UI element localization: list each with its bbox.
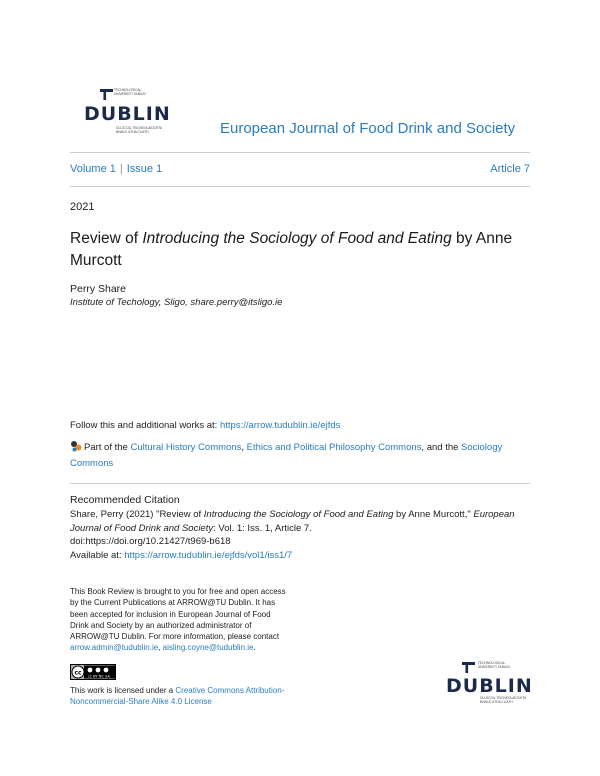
logo-small-line: BHAILE ÁTHA CLIATH: [116, 129, 149, 134]
logo-small-line: OLLSCOIL TEICNEOLAÍOCHTA: [480, 696, 527, 700]
divider: [70, 186, 530, 187]
logo-t-letter: T: [100, 88, 111, 104]
title-suffix: by Anne Murcott: [70, 230, 513, 269]
logo-small-line: UNIVERSITY DUBLIN: [478, 664, 510, 669]
author-affiliation: Institute of Techology, Sligo, share.perry@itsligo.ie: [70, 297, 283, 308]
sociology-link[interactable]: Sociology Commons: [70, 442, 503, 469]
citation-text: [70, 508, 530, 562]
ethics-link[interactable]: Ethics and Political Philosophy Commons: [246, 442, 422, 453]
follow-link[interactable]: https://arrow.tudublin.ie/ejfds: [219, 420, 341, 431]
recommended-citation-heading: Recommended Citation: [70, 494, 180, 506]
cc-license-badge[interactable]: [70, 664, 116, 680]
available-link[interactable]: https://arrow.tudublin.ie/ejfds/vol1/iss1/7: [124, 549, 293, 561]
logo-small-text-top: [478, 662, 510, 669]
divider: [70, 483, 530, 484]
logo-small-line: TECHNOLOGICAL: [114, 88, 142, 92]
article-link[interactable]: Article 7: [490, 163, 530, 175]
citation-doi: doi:https://doi.org/10.21427/t969-b618: [70, 536, 231, 547]
citation-prefix: Share, Perry (2021) "Review of: [70, 509, 204, 520]
comma: ,: [158, 643, 163, 653]
access-notice: [70, 586, 290, 654]
issue-separator: |: [119, 163, 123, 175]
notice-text: This Book Review is brought to you for free and open access by the Current Publications at ARROW@TU Dublin. It has been accepted for inclusion in European Journal of Food Drink and Society by an authorized administrator of ARROW@TU Dublin. For more information, please contact: [70, 587, 286, 642]
contact-email-1[interactable]: arrow.admin@tudublin.ie: [70, 643, 159, 653]
follow-line: [70, 420, 340, 431]
title-prefix: Review of: [70, 230, 143, 247]
commons-network-icon: [70, 440, 82, 452]
cultural-history-link[interactable]: Cultural History Commons: [130, 442, 242, 453]
and-text: , and the: [421, 442, 462, 453]
logo-small-text-bottom: [116, 127, 162, 134]
license-prefix: This work is licensed under a: [70, 686, 176, 695]
available-prefix: Available at:: [70, 549, 125, 561]
citation-title: Introducing the Sociology of Food and Eating: [203, 509, 394, 520]
article-title: [70, 228, 530, 272]
logo-small-line: BHAILE ÁTHA CLIATH: [480, 699, 513, 704]
contact-email-2[interactable]: aisling.coyne@tudublin.ie: [162, 643, 254, 653]
part-of-prefix: Part of the: [84, 442, 131, 453]
cc-badge-label: cc BY NC SA: [88, 674, 110, 679]
comma: ,: [241, 442, 247, 453]
tu-dublin-logo-top[interactable]: [84, 86, 171, 144]
logo-small-text-top: [114, 89, 146, 96]
logo-t-letter: T: [462, 661, 473, 677]
citation-suffix: : Vol. 1: Iss. 1, Article 7.: [213, 522, 312, 534]
author-name: Perry Share: [70, 283, 127, 295]
logo-small-line: OLLSCOIL TEICNEOLAÍOCHTA: [116, 126, 163, 130]
citation-mid: by Anne Murcott,": [393, 509, 474, 520]
license-link[interactable]: Creative Commons Attribution-Noncommercial-Share Alike 4.0 License: [70, 686, 285, 707]
publication-year: 2021: [70, 201, 95, 213]
tu-dublin-logo-bottom[interactable]: [446, 660, 533, 718]
period: .: [253, 643, 256, 653]
part-of-line: [70, 440, 530, 472]
issue-info-row: [70, 163, 530, 175]
citation-journal: European Journal of Food Drink and Society: [70, 509, 515, 534]
divider: [70, 152, 530, 153]
follow-text: Follow this and additional works at:: [70, 420, 220, 431]
issue-link[interactable]: Issue 1: [126, 163, 163, 175]
volume-link[interactable]: Volume 1: [70, 163, 116, 175]
logo-small-text-bottom: [480, 697, 526, 704]
logo-small-line: UNIVERSITY DUBLIN: [114, 91, 146, 96]
logo-word: DUBLIN: [84, 103, 171, 125]
journal-title[interactable]: European Journal of Food Drink and Society: [220, 120, 516, 137]
logo-word: DUBLIN: [446, 675, 533, 697]
logo-small-line: TECHNOLOGICAL: [478, 661, 506, 665]
title-italic: Introducing the Sociology of Food and Eating: [142, 230, 452, 247]
cc-letters: cc: [74, 669, 82, 677]
license-line: [70, 685, 330, 708]
